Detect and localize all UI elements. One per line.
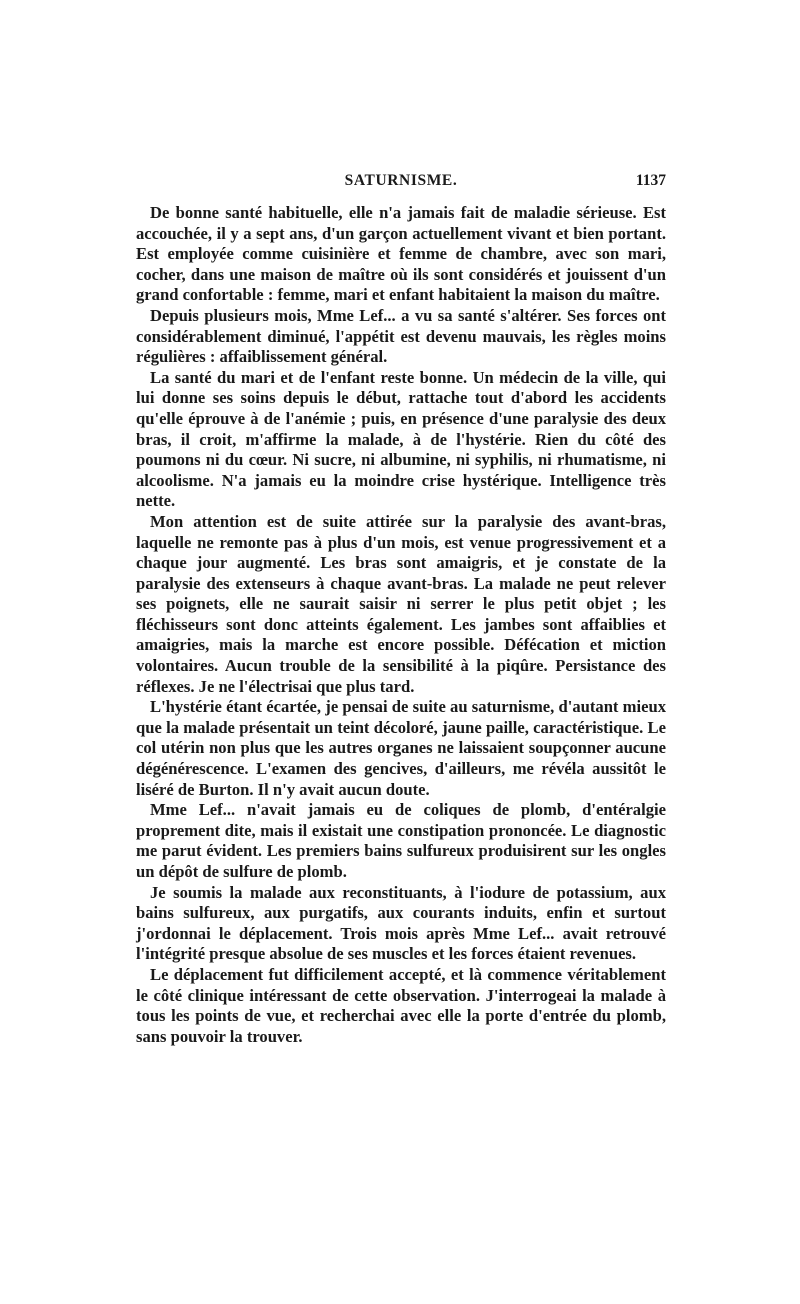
running-head bbox=[136, 172, 666, 196]
paragraph-saturnism-diagnosis: L'hystérie étant écartée, je pensai de suite au saturnisme, d'autant mieux que la malade présentait un teint décoloré, jaune paille, caractéristique. Le col utérin non plus que les autres organes ne laissaient soupçonner aucune dégénérescence. L'examen des gencives, d'ailleurs, me révéla aussitôt le liséré de Burton. Il n'y avait aucun doute. bbox=[136, 697, 666, 799]
paragraph-health-history: De bonne santé habituelle, elle n'a jamais fait de maladie sérieuse. Est accouchée, il y a sept ans, d'un garçon actuellement vivant et bien portant. Est employée comme cuisinière et femme de chambre, avec son mari, cocher, dans une maison de maître où ils sont considérés et jouissent d'un grand confortable : femme, mari et enfant habitaient la maison du maître. bbox=[136, 203, 666, 305]
paragraph-lead-source: Le déplacement fut difficilement accepté, et là commence véritablement le côté clinique intéressant de cette observation. J'interrogeai la malade à tous les points de vue, et recherchai avec elle la porte d'entrée du plomb, sans pouvoir la trouver. bbox=[136, 964, 666, 1046]
running-title: SATURNISME. bbox=[344, 172, 458, 189]
page-number: 1137 bbox=[635, 172, 666, 189]
paragraph-symptoms: Mme Lef... n'avait jamais eu de coliques de plomb, d'entéralgie proprement dite, mais il existait une constipation prononcée. Le diagnostic me parut évident. Les premiers bains sulfureux produisirent sur les ongles un dépôt de sulfure de plomb. bbox=[136, 800, 666, 881]
paragraph-decline: Depuis plusieurs mois, Mme Lef... a vu sa santé s'altérer. Ses forces ont considérablement diminué, l'appétit est devenu mauvais, les règles moins régulières : affaiblissement général. bbox=[136, 305, 666, 367]
paragraph-paralysis-exam: Mon attention est de suite attirée sur la paralysie des avant-bras, laquelle ne remonte pas à plus d'un mois, est venue progressivement et a chaque jour augmenté. Les bras sont amaigris, et je constate de la paralysie des extenseurs à chaque avant-bras. La malade ne peut relever ses poignets, elle ne saurait saisir ni serrer le plus petit objet ; les fléchisseurs sont donc atteints également. Les jambes sont affaiblies et amaigries, mais la marche est encore possible. Défécation et miction volontaires. Aucun trouble de la sensibilité à la piqûre. Persistance des réflexes. Je ne l'électrisai que plus tard. bbox=[136, 511, 666, 696]
body-text bbox=[136, 203, 666, 1047]
paragraph-treatment: Je soumis la malade aux reconstituants, à l'iodure de potassium, aux bains sulfureux, aux purgatifs, aux courants induits, enfin et surtout j'ordonnai le déplacement. Trois mois après Mme Lef... avait retrouvé l'intégrité presque absolue de ses muscles et les forces étaient revenues. bbox=[136, 882, 666, 964]
paragraph-first-diagnosis: La santé du mari et de l'enfant reste bonne. Un médecin de la ville, qui lui donne ses soins depuis le début, rattache tout d'abord les accidents qu'elle éprouve à de l'anémie ; puis, en présence d'une paralysie des deux bras, il croit, m'affirme la malade, à de l'hystérie. Rien du côté des poumons ni du cœur. Ni sucre, ni albumine, ni syphilis, ni rhumatisme, ni alcoolisme. N'a jamais eu la moindre crise hystérique. Intelligence très nette. bbox=[136, 367, 666, 511]
